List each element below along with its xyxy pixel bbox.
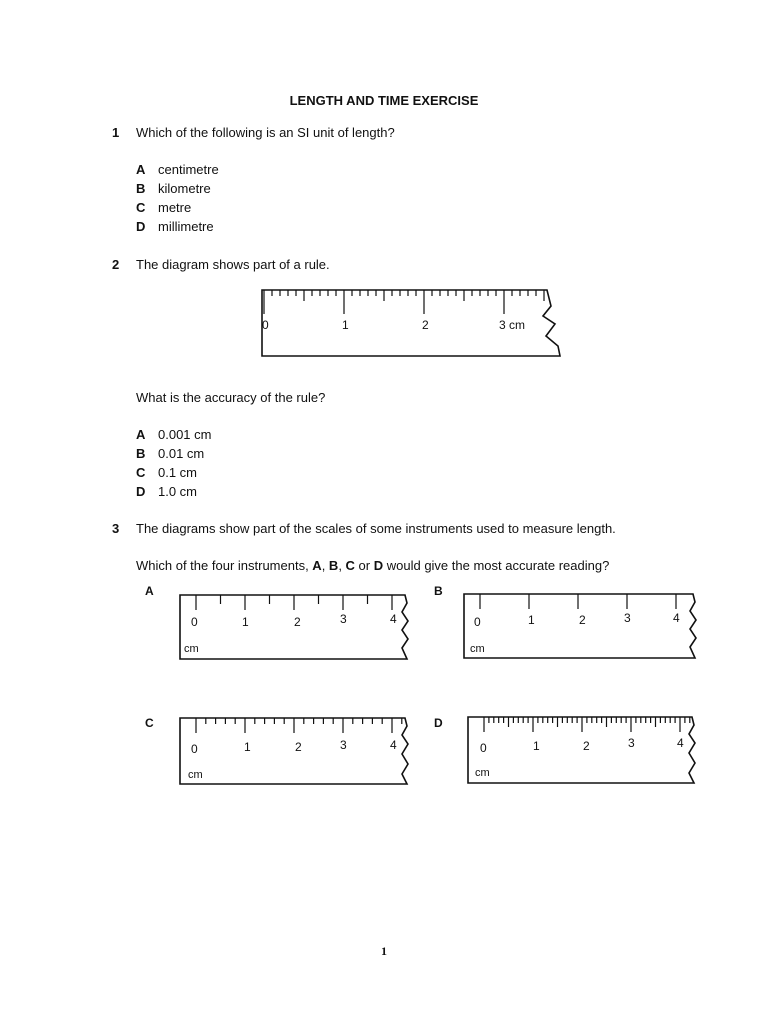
question-1-number: 1	[112, 125, 120, 140]
q3-question-sep1: ,	[321, 558, 329, 573]
q2-option-b	[136, 446, 204, 461]
option-text: kilometre	[158, 181, 211, 196]
rule-label-2: 2	[422, 318, 429, 332]
question-3-text: The diagrams show part of the scales of some instruments used to measure length.	[136, 521, 616, 536]
scale-number-1: 1	[242, 615, 249, 629]
scale-unit: cm	[475, 767, 490, 779]
option-text: 0.1 cm	[158, 465, 198, 480]
scale-number-1: 1	[528, 613, 535, 627]
scale-number-1: 1	[244, 740, 251, 754]
scale-number-4: 4	[673, 611, 680, 625]
page-title: LENGTH AND TIME EXERCISE	[289, 93, 479, 108]
question-2-text: The diagram shows part of a rule.	[136, 257, 330, 272]
scale-unit: cm	[184, 643, 199, 655]
scale-number-3: 3	[624, 611, 631, 625]
scale-number-4: 4	[390, 738, 397, 752]
q2-option-c	[136, 465, 197, 480]
q1-option-b	[136, 181, 211, 196]
scale-number-2: 2	[583, 739, 590, 753]
q3-question-post: would give the most accurate reading?	[383, 558, 610, 573]
option-letter: D	[136, 484, 146, 499]
option-letter: A	[136, 427, 146, 442]
q2-option-d	[136, 484, 197, 499]
q3-question-d: D	[373, 558, 384, 573]
rule-label-1: 1	[342, 318, 349, 332]
instrument-label-d: D	[434, 716, 443, 730]
scale-number-2: 2	[579, 613, 586, 627]
q2-option-a	[136, 427, 211, 442]
q1-option-d	[136, 219, 214, 234]
option-text: centimetre	[158, 162, 219, 177]
option-text: millimetre	[158, 219, 214, 234]
instrument-label-c: C	[145, 716, 154, 730]
scale-number-2: 2	[294, 615, 301, 629]
q3-question-or: or	[354, 558, 374, 573]
rule-label-3: 3 cm	[499, 318, 526, 332]
option-text: 0.01 cm	[158, 446, 205, 461]
instrument-label-a: A	[145, 584, 154, 598]
question-3-question	[136, 558, 609, 573]
q3-question-c: C	[345, 558, 355, 573]
q1-option-a	[136, 162, 219, 177]
option-letter: B	[136, 181, 146, 196]
scale-unit: cm	[470, 643, 485, 655]
option-text: 1.0 cm	[158, 484, 198, 499]
instrument-d-scale	[466, 715, 702, 787]
instrument-label-b: B	[434, 584, 443, 598]
rule-label-0: 0	[262, 318, 269, 332]
option-text: metre	[158, 200, 192, 215]
scale-number-3: 3	[340, 612, 347, 626]
q3-question-b: B	[328, 558, 339, 573]
instrument-c-scale	[178, 716, 413, 788]
scale-number-3: 3	[628, 736, 635, 750]
scale-number-2: 2	[295, 740, 302, 754]
scale-number-0: 0	[191, 615, 198, 629]
question-2-number: 2	[112, 257, 120, 272]
scale-number-0: 0	[191, 742, 198, 756]
option-letter: C	[136, 200, 146, 215]
question-3-number: 3	[112, 521, 120, 536]
scale-unit: cm	[188, 769, 203, 781]
rule-diagram	[250, 280, 570, 365]
q3-question-a: A	[312, 558, 322, 573]
page-number: 1	[381, 944, 387, 958]
scale-number-4: 4	[677, 736, 684, 750]
q3-question-pre: Which of the four instruments,	[136, 558, 313, 573]
scale-number-1: 1	[533, 739, 540, 753]
question-2-question: What is the accuracy of the rule?	[136, 390, 326, 405]
q1-option-c	[136, 200, 191, 215]
option-letter: A	[136, 162, 146, 177]
scale-number-0: 0	[474, 615, 481, 629]
option-letter: B	[136, 446, 146, 461]
scale-number-3: 3	[340, 738, 347, 752]
instrument-a-scale	[178, 593, 413, 663]
question-1-text: Which of the following is an SI unit of length?	[136, 125, 395, 140]
instrument-b-scale	[462, 592, 702, 662]
q3-question-sep2: ,	[338, 558, 346, 573]
scale-number-0: 0	[480, 741, 487, 755]
option-text: 0.001 cm	[158, 427, 212, 442]
option-letter: C	[136, 465, 146, 480]
scale-number-4: 4	[390, 612, 397, 626]
option-letter: D	[136, 219, 146, 234]
